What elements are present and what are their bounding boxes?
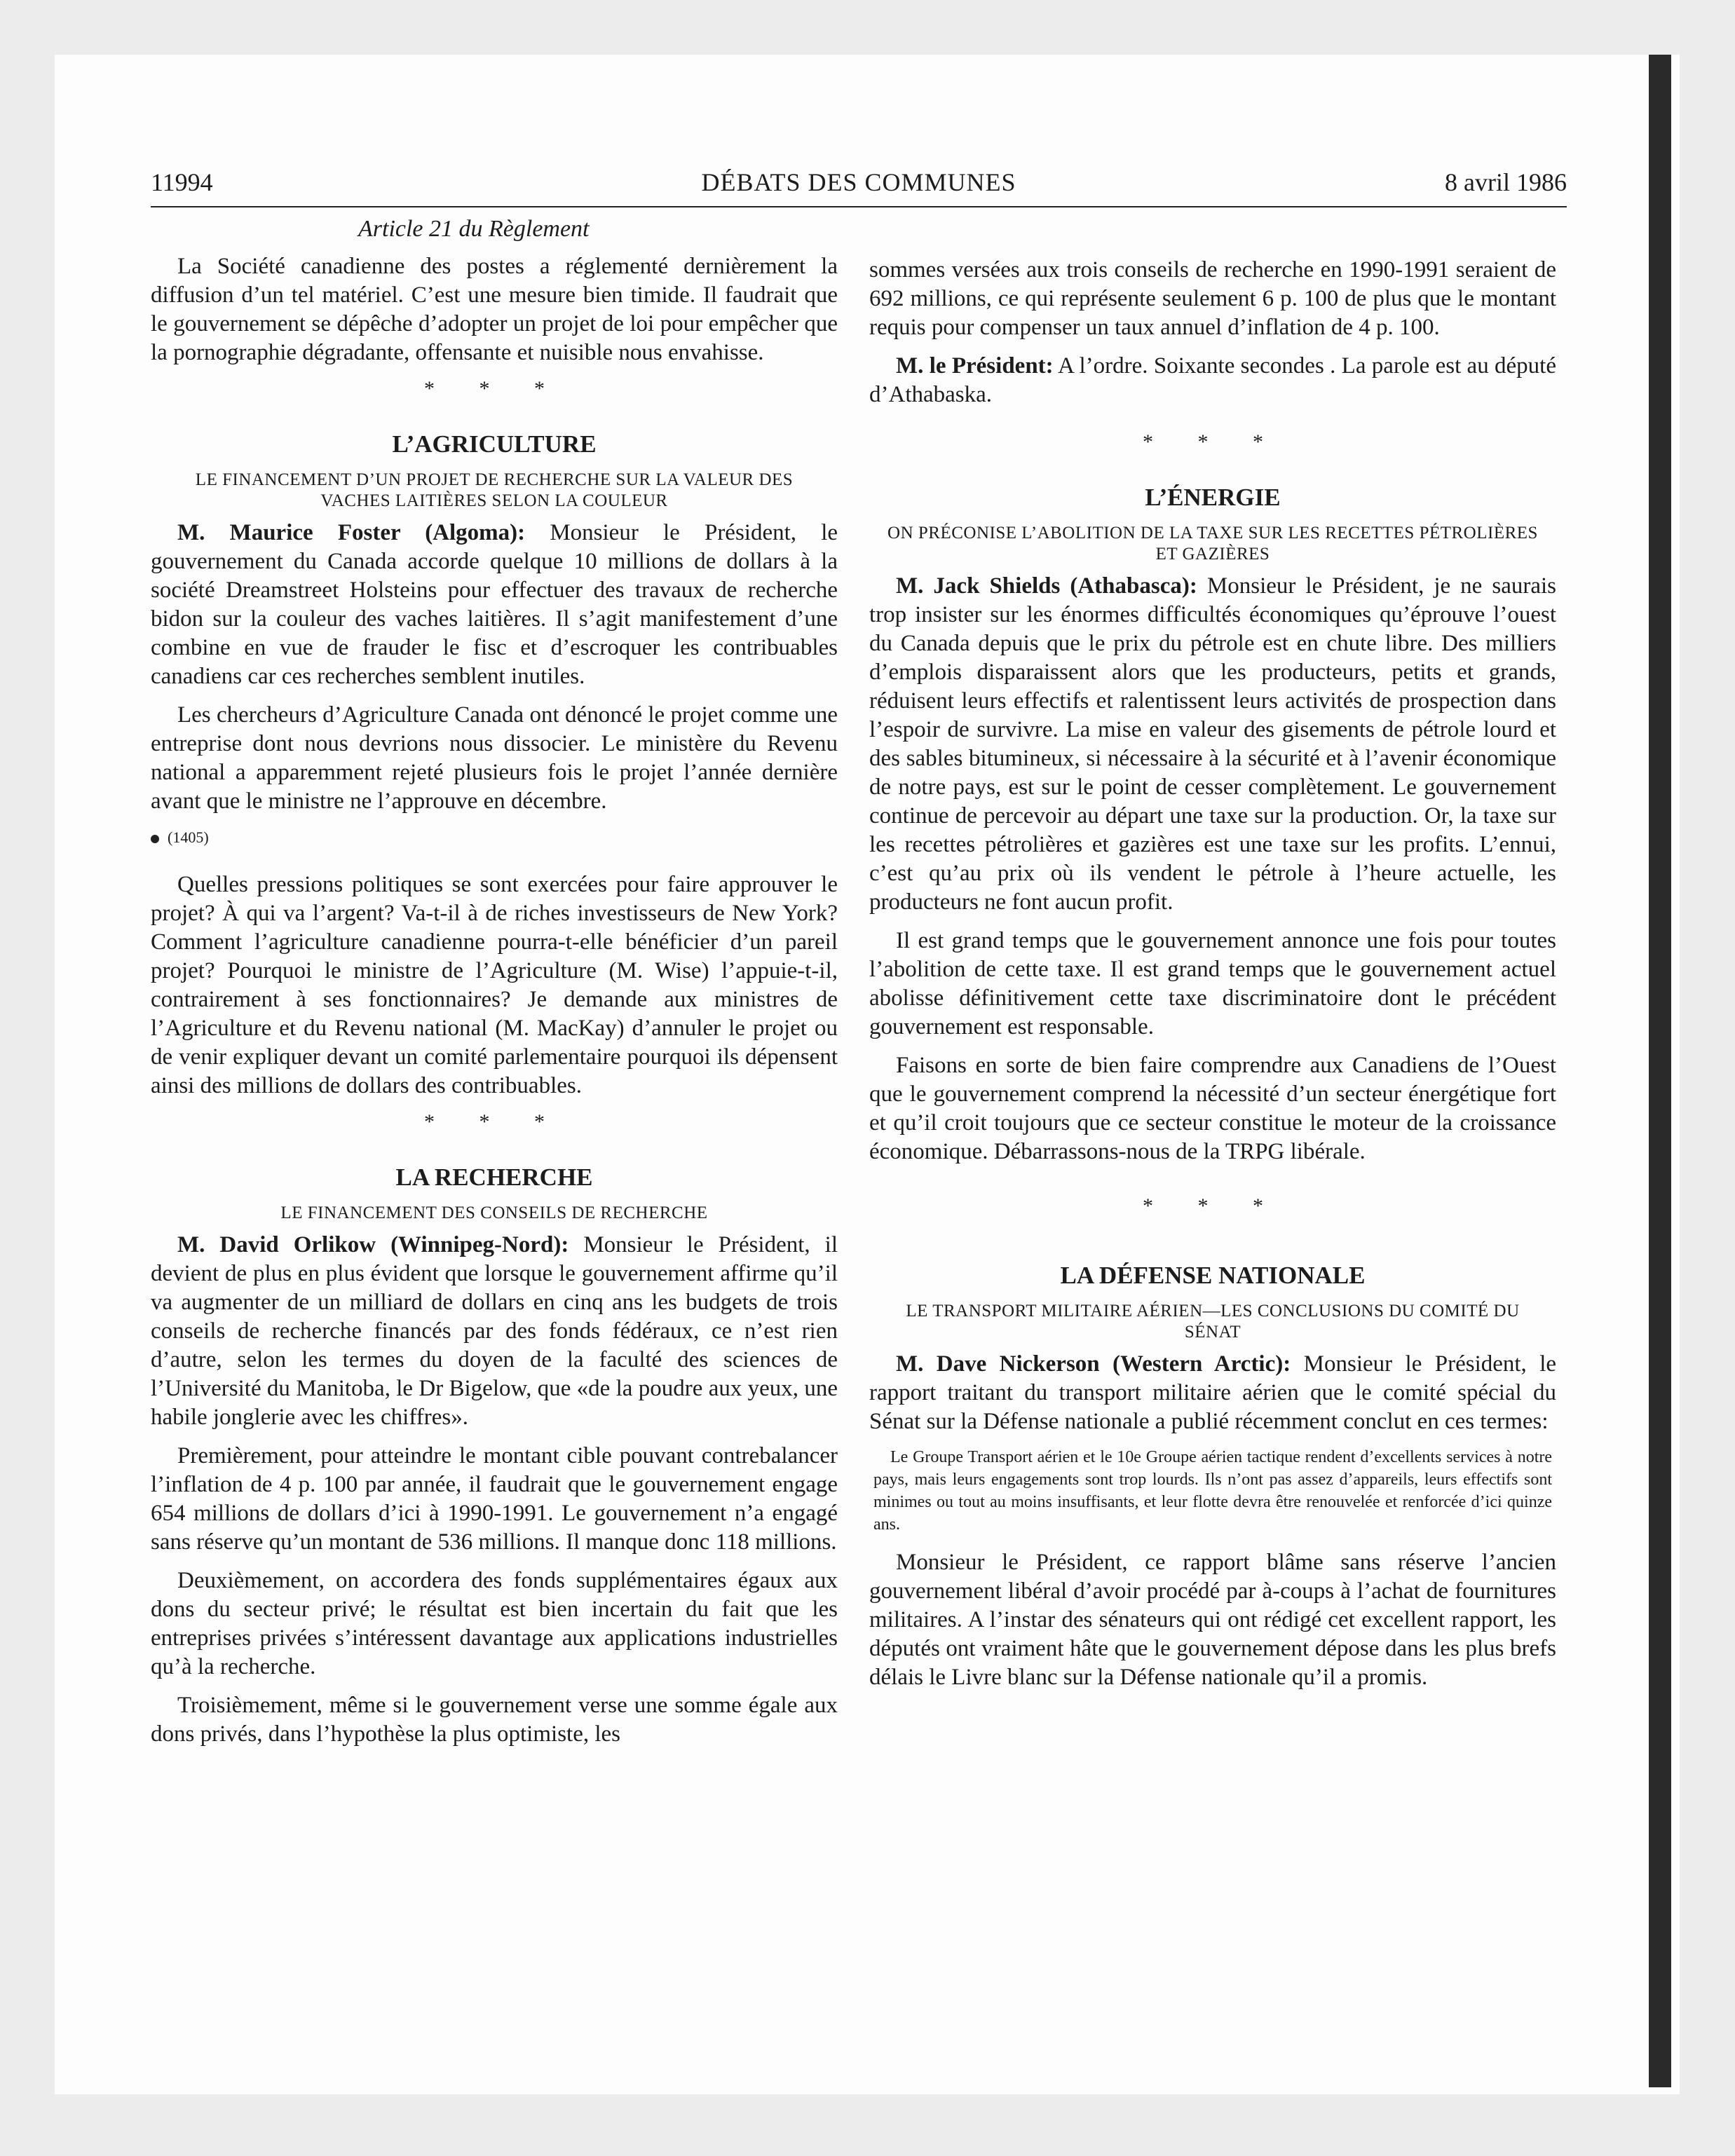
speaker-name: M. David Orlikow (Winnipeg-Nord): — [177, 1232, 569, 1257]
speech-paragraph — [151, 1231, 838, 1432]
paragraph: Quelles pressions politiques se sont exercées pour faire approuver le projet? À qui va l’argent? Va-t-il à de riches investisseurs de New York? Comment l’agriculture canadienne pourra-t-elle bénéficier d’un pareil projet? Pourquoi le ministre de l’Agriculture (M. Wise) l’appuie-t-il, contrairement à ses fonctionnaires? Je demande aux ministres de l’Agriculture et du Revenu national (M. MacKay) d’annuler le projet ou de venir expliquer devant un comité parlementaire pourquoi ils dépensent ainsi des millions de dollars des contribuables. — [151, 872, 838, 1098]
scan-edge — [1649, 55, 1671, 2087]
speech-paragraph — [869, 572, 1556, 917]
section-separator: * * * — [1143, 1194, 1283, 1217]
section-subtitle: LE FINANCEMENT DES CONSEILS DE RECHERCHE — [280, 1203, 708, 1222]
section-subtitle: LE FINANCEMENT D’UN PROJET DE RECHERCHE SUR LA VALEUR DES VACHES LAITIÈRES SELON LA COULEUR — [195, 470, 794, 510]
section-title: LA RECHERCHE — [395, 1164, 593, 1191]
time-stamp — [151, 826, 838, 850]
paragraph: Deuxièmement, on accordera des fonds supplémentaires égaux aux dons du secteur privé; le résultat est bien incertain du fait que les entreprises privées s’intéressent davantage aux applications industrielles qu’à la recherche. — [151, 1568, 838, 1679]
speech-paragraph — [869, 1350, 1556, 1436]
paragraph: Premièrement, pour atteindre le montant cible pouvant contrebalancer l’inflation de 4 p. 100 par année, il faudrait que le gouvernement engage 654 millions de dollars d’ici à 1990-1991. Le gouvernement n’a engagé sans réserve qu’un montant de 536 millions. Il manque donc 118 millions. — [151, 1443, 838, 1555]
page-header — [151, 167, 1567, 207]
section-separator: * * * — [424, 1110, 564, 1133]
paragraph: Les chercheurs d’Agriculture Canada ont dénoncé le projet comme une entreprise dont nous devrions nous dissocier. Le ministère du Revenu national a apparemment rejeté plusieurs fois le projet l’année dernière avant que le ministre ne l’approuve en décembre. — [151, 702, 838, 814]
speech-paragraph — [151, 519, 838, 691]
bullet-icon — [151, 835, 159, 843]
speech-text: Monsieur le Président, le rapport traitant du transport militaire aérien que le comité spécial du Sénat sur la Défense nationale a publié récemment conclut en ces termes: — [869, 1351, 1557, 1434]
speech-paragraph — [869, 352, 1556, 409]
rule-reference: Article 21 du Règlement — [358, 216, 590, 242]
paragraph: La Société canadienne des postes a réglementé dernièrement la diffusion d’un tel matériel. C’est une mesure bien timide. Il faudrait que le gouvernement se dépêche d’adopter un projet de loi pour empêcher que la pornographie dégradante, offensante et nuisible nous envahisse. — [151, 254, 838, 365]
publication-title: DÉBATS DES COMMUNES — [701, 168, 1016, 196]
speaker-name: M. Maurice Foster (Algoma): — [177, 520, 526, 545]
speech-text: Monsieur le Président, je ne saurais trop insister sur les énormes difficultés économiques qu’éprouve l’ouest du Canada depuis que le prix du pétrole est en chute libre. Des milliers d’emplois disparaissent alors que les producteurs, petits et grands, réduisent leurs effectifs et ralentissent leurs activités de prospection dans l’espoir de survivre. La mise en valeur des gisements de pétrole lourd et des sables bitumineux, si nécessaire à la sécurité et à l’avenir économique de notre pays, est sur le point de cesser complètement. Le gouvernement continue de percevoir au départ une taxe sur la production. Or, la taxe sur les recettes pétrolières et gazières est une taxe sur les profits. L’ennui, c’est qu’au prix où ils vendent le pétrole à l’heure actuelle, les producteurs ne font aucun profit. — [869, 573, 1556, 915]
section-separator: * * * — [1143, 430, 1283, 453]
left-column — [151, 214, 838, 1759]
speech-text: Monsieur le Président, le gouvernement du Canada accorde quelque 10 millions de dollars à la société Dreamstreet Holsteins pour effectuer des travaux de recherche bidon sur la couleur des vaches laitières. Il s’agit manifestement d’une combine en vue de frauder le fisc et d’escroquer les contribuables canadiens car ces recherches semblent inutiles. — [151, 520, 838, 689]
speaker-name: M. le Président: — [896, 353, 1054, 378]
section-subtitle: ON PRÉCONISE L’ABOLITION DE LA TAXE SUR LES RECETTES PÉTROLIÈRES ET GAZIÈRES — [887, 524, 1538, 564]
section-separator: * * * — [424, 377, 564, 400]
speaker-name: M. Jack Shields (Athabasca): — [896, 573, 1197, 599]
section-title: L’ÉNERGIE — [1145, 484, 1281, 511]
time-stamp-text: (1405) — [168, 828, 209, 846]
section-title: LA DÉFENSE NATIONALE — [1060, 1262, 1366, 1289]
speaker-name: M. Dave Nickerson (Western Arctic): — [896, 1351, 1291, 1377]
section-title: L’AGRICULTURE — [392, 430, 597, 458]
page-number: 11994 — [151, 168, 213, 196]
speech-text: A l’ordre. Soixante secondes . La parole est au député d’Athabaska. — [869, 353, 1556, 407]
speech-text: Monsieur le Président, il devient de plus en plus évident que lorsque le gouvernement affirme qu’il va augmenter de un milliard de dollars en cinq ans les budgets de trois conseils de recherche financés par des fonds fédéraux, ce n’est rien d’autre, selon les termes du doyen de la faculté des sciences de l’Université du Manitoba, le Dr Bigelow, que «de la poudre aux yeux, une habile jonglerie avec les chiffres». — [151, 1232, 838, 1430]
paragraph: Monsieur le Président, ce rapport blâme sans réserve l’ancien gouvernement libéral d’avoir procédé par à-coups à l’achat de fournitures militaires. A l’instar des sénateurs qui ont rédigé cet excellent rapport, les députés ont vraiment hâte que le gouvernement dépose dans les plus brefs délais le Livre blanc sur la Défense nationale qu’il a promis. — [869, 1550, 1556, 1690]
paragraph: sommes versées aux trois conseils de recherche en 1990-1991 seraient de 692 millions, ce qui représente seulement 6 p. 100 de plus que le montant requis pour compenser un taux annuel d’inflation de 4 p. 100. — [869, 257, 1556, 340]
paragraph: Troisièmement, même si le gouvernement verse une somme égale aux dons privés, dans l’hypothèse la plus optimiste, les — [151, 1693, 838, 1747]
publication-date: 8 avril 1986 — [1445, 168, 1567, 196]
paragraph: Faisons en sorte de bien faire comprendre aux Canadiens de l’Ouest que le gouvernement comprend la nécessité d’un secteur énergétique fort et qu’il croit toujours que ce secteur constitue le moteur de la croissance économique. Débarrassons-nous de la TRPG libérale. — [869, 1053, 1556, 1164]
right-column — [869, 256, 1556, 1702]
paragraph: Il est grand temps que le gouvernement annonce une fois pour toutes l’abolition de cette taxe. Il est grand temps que le gouvernement actuel abolisse définitivement cette taxe discriminatoire dont le précédent gouvernement est responsable. — [869, 928, 1556, 1039]
section-subtitle: LE TRANSPORT MILITAIRE AÉRIEN—LES CONCLUSIONS DU COMITÉ DU SÉNAT — [906, 1302, 1520, 1342]
block-quote: Le Groupe Transport aérien et le 10e Groupe aérien tactique rendent d’excellents services à notre pays, mais leurs engagements sont trop lourds. Ils n’ont pas assez d’appareils, leurs effectifs sont minimes ou tout au moins insuffisants, et leur flotte devra être renouvelée et renforcée d’ici quinze ans. — [873, 1448, 1552, 1534]
